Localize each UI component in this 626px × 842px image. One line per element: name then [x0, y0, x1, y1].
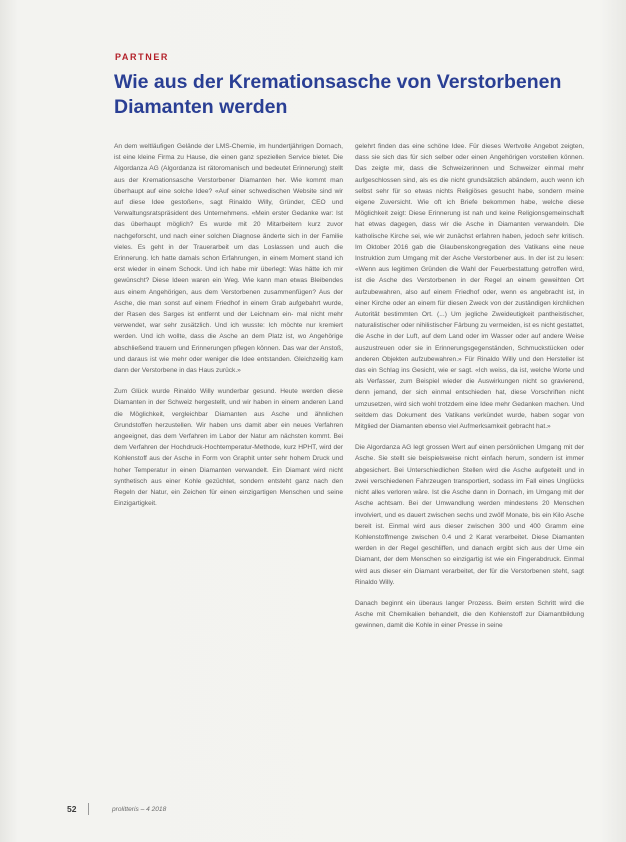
right-column [355, 141, 584, 642]
paragraph: Danach beginnt ein überaus langer Prozess. Beim ersten Schritt wird die Asche mit Chemikalien behandelt, die den Kohlenstoff zur Diamantbildung gewinnen, damit die Kohle in einer Presse in seine [355, 599, 584, 630]
paragraph: gelehrt finden das eine schöne Idee. Für dieses Wertvolle Angebot zeigten, dass sie sich das für sich selber oder einen Angehörigen vorstellen können. Das zeigte mir, dass die Schweizerinnen und Schweizer einmal mehr aufgeschlossen sind, als es die nicht grundsätzlich abändern, auch wenn ich selbst sehr für so etwas nichts Religiöses gesucht habe, sondern meine eigene Zuversicht. Wie oft ich Briefe bekommen habe, welche diese Möglichkeit zeigt: Diese Erinnerung ist nah und keine Religionsgemeinschaft hat etwas dagegen, dass wir die Asche in Diamanten verwandeln. Die katholische Kirche sei, wie wir zunächst erfahren haben, jedoch sehr kritisch. Im Oktober 2016 gab die Glaubenskongregation des Vatikans eine neue Instruktion zum Umgang mit der Asche Verstorbener aus. In der ist zu lesen: «Wenn aus legitimen Gründen die Wahl der Feuerbestattung getroffen wird, ist die Asche des Verstorbenen in der Regel an einem geweihten Ort aufzubewahren, also auf einem Friedhof oder, wenn es angebracht ist, in einer Kirche oder an einem für diesen Zweck von der zuständigen kirchlichen Autorität bestimmten Ort. (...) Um jegliche Zweideutigkeit pantheistischer, naturalistischer oder nihilistischer Färbung zu vermeiden, ist es nicht gestattet, die Asche in der Luft, auf dem Land oder im Wasser oder auf andere Weise auszustreuen oder sie in Erinnerungsgegenständen, Schmuckstücken oder anderen Objekten aufzubewahren.» Für Rinaldo Willy und den Hersteller ist das ein Schlag ins Gesicht, wie er sagt. «Ich weiss, da ist, welche Worte und als Verfasser, zum Beispiel wieder die Auswirkungen nicht so gravierend, denn jemand, der sich einmal entschieden hat, diese Vorschriften nicht umzusetzen, wird sich wohl trotzdem eine Idee mehr Gedanken machen. Und seitdem das Dokument des Vatikans verkündet wurde, haben sogar von Mitglied der Diamanten ebenso viel Aufmerksamkeit gebracht hat.» [355, 143, 584, 431]
footer-divider [88, 803, 89, 815]
section-label: PARTNER [115, 52, 170, 62]
paragraph: Die Algordanza AG legt grossen Wert auf einen persönlichen Umgang mit der Asche. Sie stellt sie beispielsweise nicht einfach herum, sondern ist immer abgesichert. Bei Unterschiedlichen Stellen wird die Asche aufgeteilt und in zwei verschiedenen Fahrzeugen transportiert, sodass im Fall eines Unglücks nicht alles verloren wäre. Ist die Asche dann in Dornach, im Umgang mit der Asche achtsam. Bei der Umwandlung werden mindestens 20 Menschen involviert, und es dauert zwischen sechs und zwölf Monate, bis ein Kilo Asche bereit ist. Einmal wird aus dieser zwischen 300 und 400 Gramm eine Kohlenstoffmenge zwischen 0.4 und 2 Karat verarbeitet. Diese Diamanten werden in der Regel geschliffen, und danach ergibt sich aus der Urne ein Diamant, der dem Menschen so einzigartig ist wie ein Fingerabdruck. Einmal wird aus dieser ein Diamant verarbeitet, der für die Verstorbenen steht, sagt Rinaldo Willy. [355, 444, 584, 586]
left-column [114, 141, 343, 520]
page-number: 52 [67, 804, 77, 814]
paragraph: An dem weltläufigen Gelände der LMS-Chemie, im hundertjährigen Dornach, ist eine kleine Firma zu Hause, die einen ganz speziellen Service bietet. Die Algordanza AG (Algordanza ist rätoromanisch und bedeutet Erinnerung) stellt aus der Kremationsasche Verstorbener Diamanten her. Wie kommt man überhaupt auf eine solche Idee? «Auf einer schwedischen Website sind wir auf diese Idee gestoßen», sagt Rinaldo Willy, Gründer, CEO und Verwaltungsratspräsident des Unternehmens. «Mein erster Gedanke war: Ist das überhaupt möglich? Es wurde mit 20 Mitarbeitern kurz zuvor nachgeforscht, und nach einer solchen Diagnose änderte sich in der Familie vieles. Es geht in der Trauerarbeit um das Loslassen und auch die Erinnerung. Ich hatte damals schon Erfahrungen, in einem Moment stand ich erst wieder in einem Schock. Und ich habe mir überlegt: Was hätte ich mir gewünscht? Diese Ideen waren ein Weg. Wie kann man etwas Bleibendes aus einem Angehörigen, aus dem Verstorbenen zusammenfügen? Aus der Asche, die man sonst auf einem Friedhof in einem Grab aufgebahrt wurde, der Rasen des Sarges ist entfernt und der Leichnam ein- mal nicht mehr verwendet, war sehr zusätzlich. Und ich wusste: Ich möchte nur kremiert werden. Und ich wollte, dass die Asche an dem Platz ist, wo Angehörige abschließend trauern und Erinnerungen pflegen können. Das war der Anstoß, und daraus ist wie mehr oder weniger die Idee entstanden. Gleichzeitig kam dann der Verstorbene in das Haus zurück.» [114, 143, 343, 375]
publication-name: prolitteris – 4 2018 [112, 806, 167, 813]
article-headline: Wie aus der Kremationsasche von Verstorbenen Diamanten werden [114, 71, 562, 118]
paragraph: Zum Glück wurde Rinaldo Willy wunderbar gesund. Heute werden diese Diamanten in der Schweiz hergestellt, und wir haben in einem anderen Land die Möglichkeit, vergleichbar Diamanten aus Asche und ähnlichen Grundstoffen herzustellen. Wir haben uns damit aber ein neues Verfahren angeeignet, das dem Verfahren im Labor der Natur am nächsten kommt. Bei dem Verfahren der Hochdruck-Hochtemperatur-Methode, kurz HPHT, wird der Kohlenstoff aus der Asche in Form von Graphit unter sehr hohem Druck und hoher Temperatur in einen Diamanten verwandelt. Ein Diamant wird nicht synthetisch aus einer Kohle gezüchtet, sondern entsteht ganz nach den Regeln der Natur, ein Zeichen für einen einzigartigen Menschen und seine Einzigartigkeit. [114, 388, 343, 508]
